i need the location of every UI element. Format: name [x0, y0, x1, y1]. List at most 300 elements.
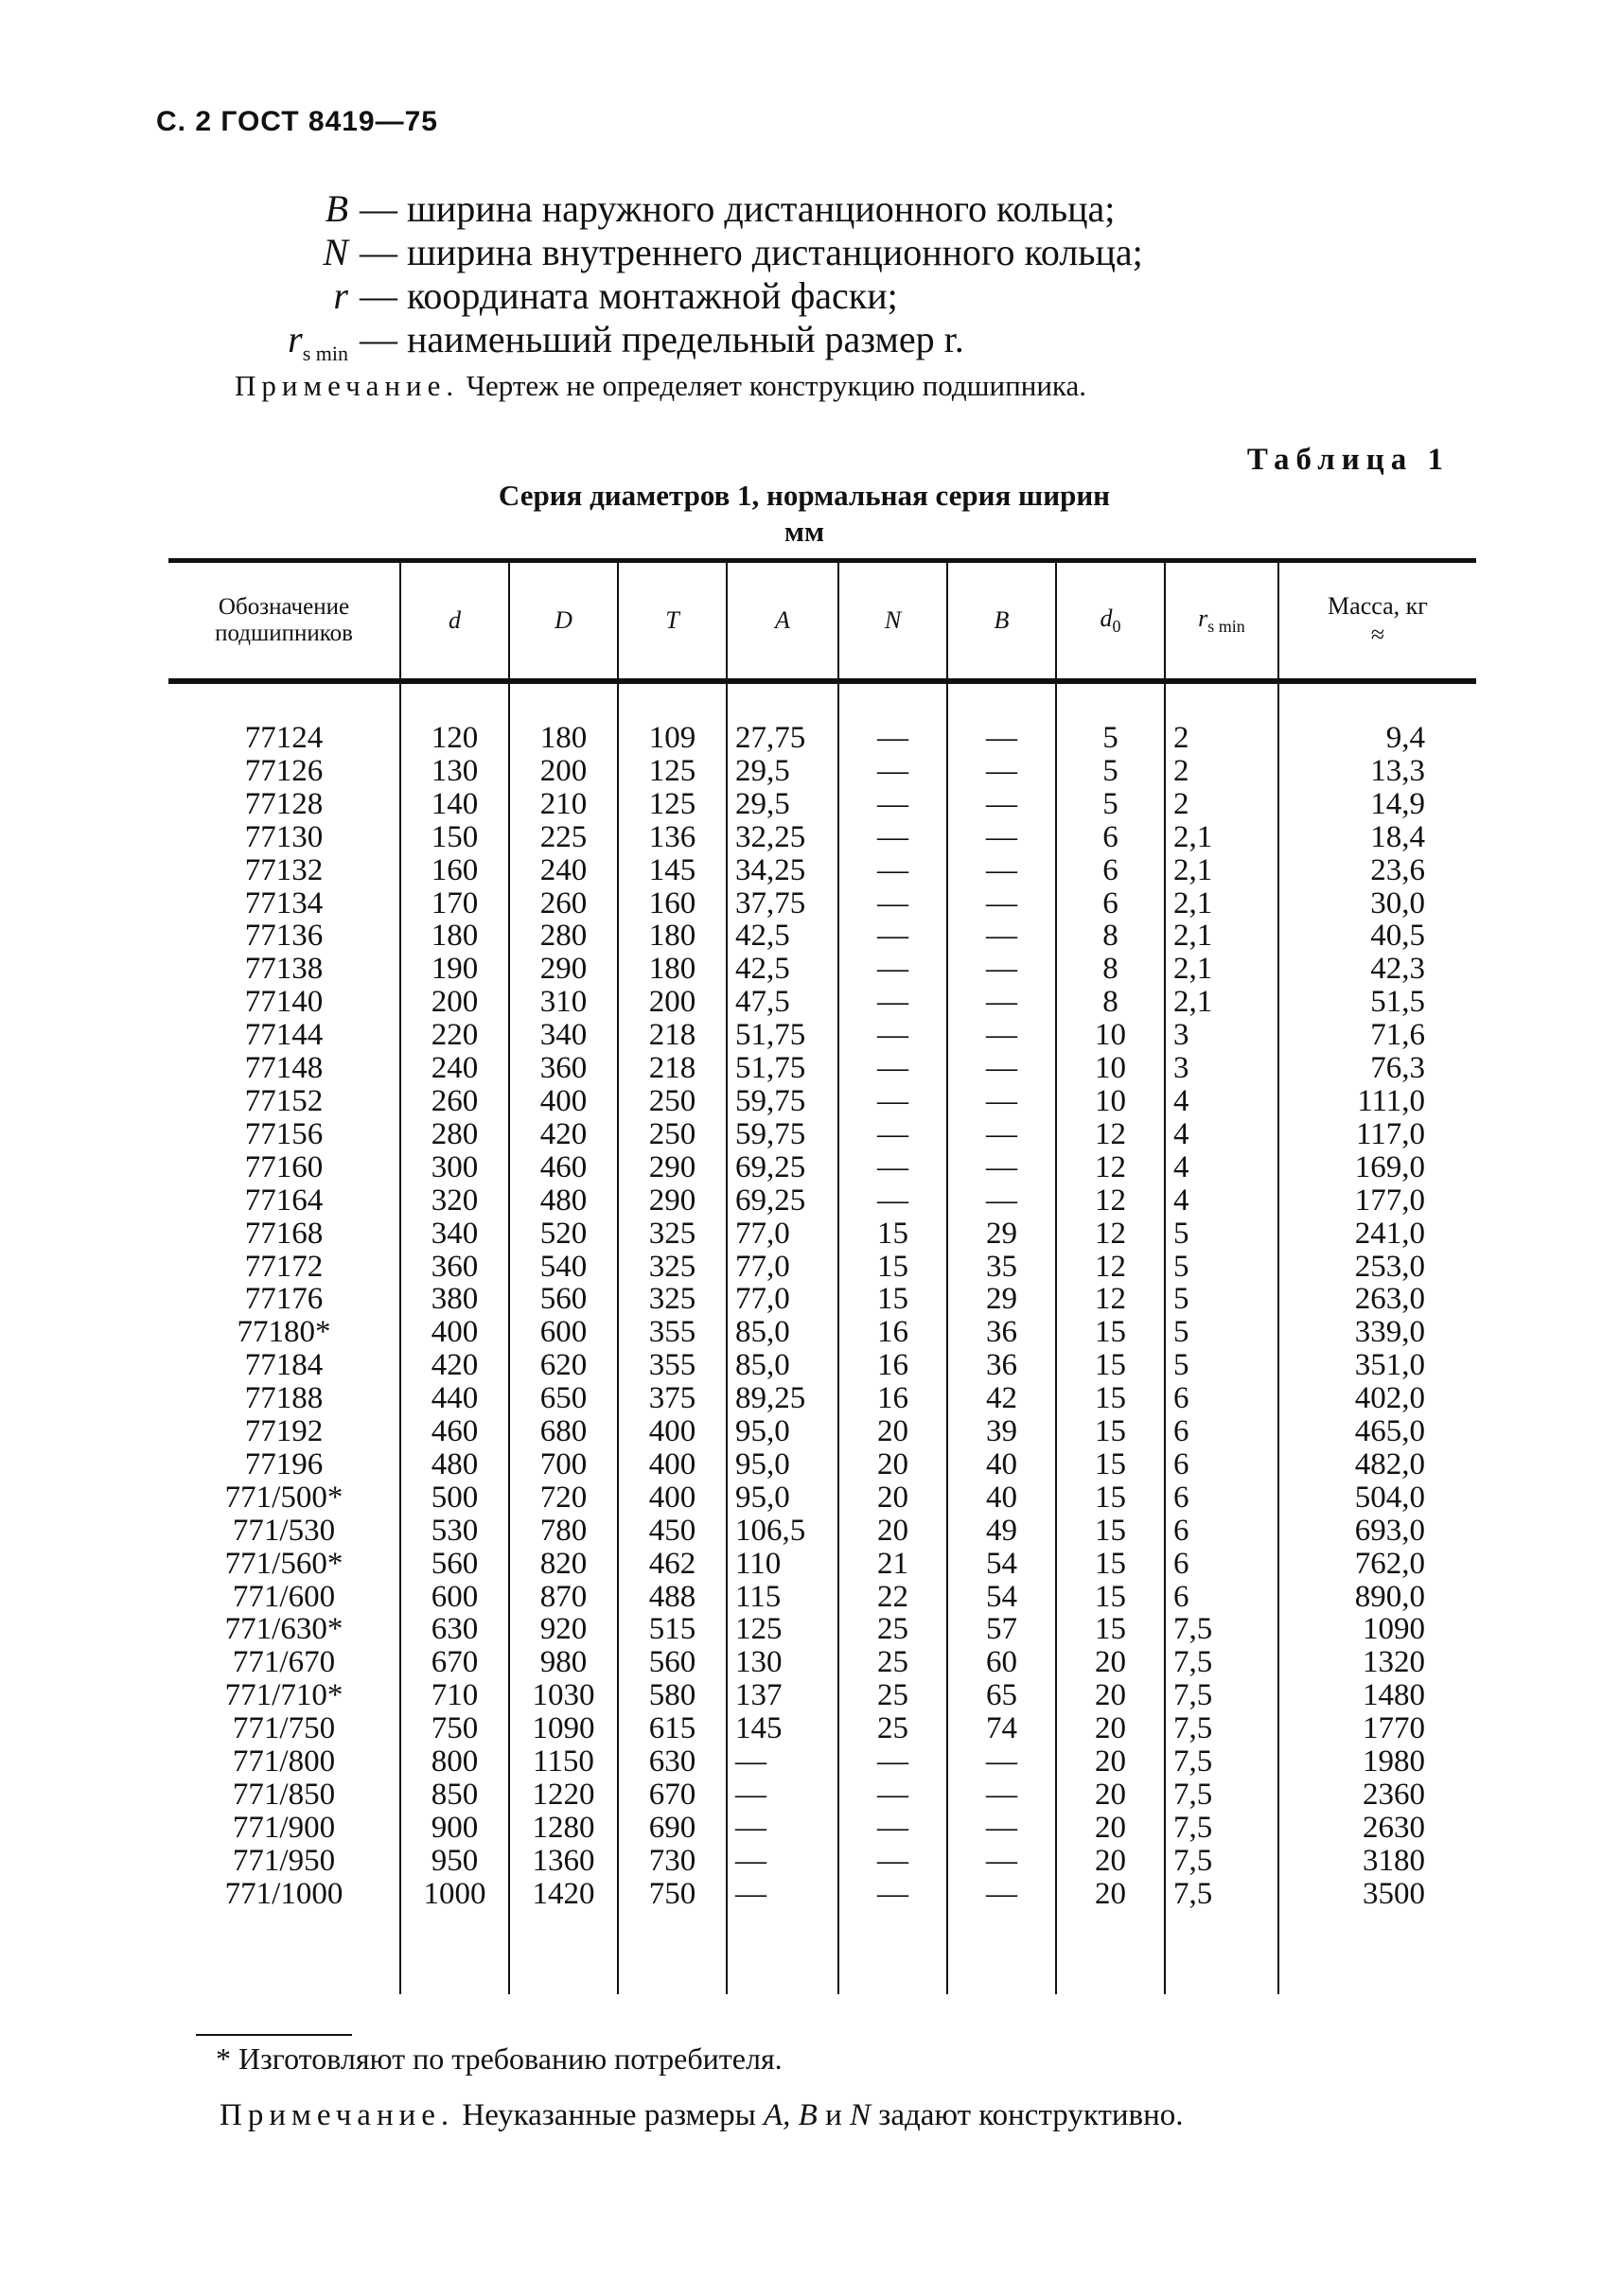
- table-cell: 77124: [244, 721, 324, 755]
- table-cell: 5: [1173, 1282, 1189, 1317]
- table-cell: 600: [431, 1579, 479, 1614]
- table-cell: 109: [648, 721, 696, 755]
- table-cell: 111,0: [1357, 1083, 1425, 1118]
- table-cell: —: [877, 819, 908, 854]
- table-cell: —: [735, 1876, 766, 1911]
- col-mass: [1278, 681, 1476, 1994]
- table-cell: 380: [431, 1282, 479, 1317]
- table-cell: 340: [539, 1018, 588, 1053]
- table-cell: 280: [431, 1116, 479, 1151]
- table-cell: 2,1: [1173, 952, 1213, 987]
- table-cell: 1220: [532, 1778, 595, 1812]
- col-T: [618, 681, 727, 1994]
- table-cell: 12: [1095, 1116, 1126, 1151]
- legend-text: — наименьший предельный размер r.: [360, 318, 964, 360]
- note-label: Примечание.: [220, 2098, 455, 2132]
- header-designation: Обозначение подшипников: [215, 594, 353, 646]
- table-cell: 710: [431, 1678, 479, 1713]
- table-cell: 750: [431, 1711, 479, 1746]
- table-cell: 615: [648, 1711, 696, 1746]
- header-N: N: [838, 561, 947, 682]
- legend-item-r: [142, 274, 1372, 318]
- table-cell: 125: [648, 753, 696, 788]
- legend-text: — координата монтажной фаски;: [360, 274, 898, 317]
- table-cell: 65: [986, 1678, 1017, 1713]
- table-cell: 15: [1095, 1513, 1126, 1548]
- table-cell: 290: [539, 952, 588, 987]
- table-cell: 160: [648, 885, 696, 920]
- table-cell: 325: [648, 1216, 696, 1251]
- table-cell: —: [986, 1183, 1017, 1218]
- table-cell: 4: [1173, 1149, 1189, 1184]
- table-cell: 580: [648, 1678, 696, 1713]
- table-cell: 77176: [244, 1282, 324, 1317]
- table-cell: 16: [877, 1348, 908, 1383]
- table-cell: 117,0: [1355, 1116, 1425, 1151]
- table-cell: 320: [431, 1183, 479, 1218]
- table-cell: 51,75: [735, 1018, 806, 1053]
- table-cell: —: [877, 1183, 908, 1218]
- header-A: A: [727, 561, 838, 682]
- header-mass: Масса, кг ≈: [1278, 561, 1476, 682]
- table-cell: 51,5: [1370, 985, 1425, 1020]
- table-cell: 20: [1095, 1876, 1126, 1911]
- table-cell: —: [877, 1083, 908, 1118]
- table-cell: 2: [1173, 753, 1189, 788]
- table-cell: —: [877, 885, 908, 920]
- table-cell: 77188: [244, 1381, 324, 1416]
- col-A: [727, 681, 838, 1994]
- table-cell: —: [877, 1843, 908, 1878]
- table-cell: —: [877, 1116, 908, 1151]
- table-cell: 10: [1095, 1051, 1126, 1086]
- table-cell: 218: [648, 1018, 696, 1053]
- table-cell: 351,0: [1354, 1348, 1425, 1383]
- table-cell: 260: [431, 1083, 479, 1118]
- table-cell: 1360: [532, 1843, 595, 1878]
- table-cell: 355: [648, 1348, 696, 1383]
- table-cell: 5: [1173, 1216, 1189, 1251]
- table-cell: —: [877, 753, 908, 788]
- col-B: [947, 681, 1056, 1994]
- table-cell: 16: [877, 1381, 908, 1416]
- table-cell: 290: [648, 1149, 696, 1184]
- header-rs-min: $r_{s min}$: [1165, 561, 1278, 682]
- table-cell: 10: [1095, 1018, 1126, 1053]
- table-cell: 400: [431, 1315, 479, 1350]
- table-cell: 40: [986, 1480, 1017, 1515]
- table-cell: 7,5: [1173, 1810, 1213, 1845]
- table-cell: 42,5: [735, 919, 790, 954]
- table-cell: 340: [431, 1216, 479, 1251]
- table-cell: —: [877, 1051, 908, 1086]
- table-cell: 400: [648, 1446, 696, 1481]
- table-cell: 15: [1095, 1446, 1126, 1481]
- table-cell: 210: [539, 786, 588, 821]
- table-cell: 15: [877, 1216, 908, 1251]
- table-cell: 450: [648, 1513, 696, 1548]
- table-cell: 515: [648, 1612, 696, 1647]
- table-cell: 20: [1095, 1678, 1126, 1713]
- table-cell: 160: [431, 852, 479, 887]
- table-cell: 6: [1102, 819, 1118, 854]
- table-cell: 180: [431, 919, 479, 954]
- table-cell: 360: [539, 1051, 588, 1086]
- table-cell: 34,25: [735, 852, 806, 887]
- table-cell: 890,0: [1354, 1579, 1425, 1614]
- table-cell: 22: [877, 1579, 908, 1614]
- table-cell: 1030: [532, 1678, 595, 1713]
- table-cell: 4: [1173, 1116, 1189, 1151]
- table-cell: 76,3: [1370, 1051, 1425, 1086]
- table-cell: 180: [539, 721, 588, 755]
- table-cell: —: [986, 1744, 1017, 1779]
- table-cell: 8: [1102, 985, 1118, 1020]
- footnote-rule: [196, 2034, 352, 2036]
- table-cell: 800: [431, 1744, 479, 1779]
- table-cell: 6: [1173, 1546, 1189, 1581]
- table-cell: 145: [735, 1711, 783, 1746]
- table-cell: 54: [986, 1546, 1017, 1581]
- table-cell: —: [986, 952, 1017, 987]
- table-cell: 77128: [244, 786, 324, 821]
- table-cell: 240: [431, 1051, 479, 1086]
- table-cell: 220: [431, 1018, 479, 1053]
- table-cell: 95,0: [735, 1446, 790, 1481]
- table-cell: 420: [539, 1116, 588, 1151]
- table-cell: 15: [1095, 1480, 1126, 1515]
- table-cell: 12: [1095, 1183, 1126, 1218]
- table-cell: 25: [877, 1612, 908, 1647]
- table-cell: 150: [431, 819, 479, 854]
- header-T: T: [618, 561, 727, 682]
- table-cell: 21: [877, 1546, 908, 1581]
- table-cell: 700: [539, 1446, 588, 1481]
- table-cell: 7,5: [1173, 1744, 1213, 1779]
- table-cell: 20: [1095, 1645, 1126, 1680]
- table-cell: 77160: [244, 1149, 324, 1184]
- table-cell: 25: [877, 1645, 908, 1680]
- table-cell: 1420: [532, 1876, 595, 1911]
- table-cell: 900: [431, 1810, 479, 1845]
- table-cell: 6: [1102, 885, 1118, 920]
- table-cell: 7,5: [1173, 1645, 1213, 1680]
- table-cell: —: [877, 919, 908, 954]
- table-cell: —: [986, 1876, 1017, 1911]
- table-cell: 13,3: [1370, 753, 1425, 788]
- table-cell: 1280: [532, 1810, 595, 1845]
- table-cell: 530: [431, 1513, 479, 1548]
- table-cell: 460: [539, 1149, 588, 1184]
- table-cell: 145: [648, 852, 696, 887]
- table-cell: 9,4: [1385, 721, 1425, 755]
- table-cell: 42,5: [735, 952, 790, 987]
- table-cell: 32,25: [735, 819, 806, 854]
- table-cell: 630: [431, 1612, 479, 1647]
- table-cell: 77184: [244, 1348, 324, 1383]
- col-D: [509, 681, 618, 1994]
- table-title: Серия диаметров 1, нормальная серия ширин: [498, 479, 1111, 512]
- table-cell: —: [986, 1810, 1017, 1845]
- table-cell: 771/600: [232, 1579, 336, 1614]
- table-cell: 250: [648, 1116, 696, 1151]
- table-cell: 69,25: [735, 1149, 806, 1184]
- table-cell: 30,0: [1370, 885, 1425, 920]
- table-cell: 25: [877, 1678, 908, 1713]
- table-cell: 77132: [244, 852, 324, 887]
- table-cell: 169,0: [1354, 1149, 1425, 1184]
- table-cell: 190: [431, 952, 479, 987]
- table-cell: 3: [1173, 1018, 1189, 1053]
- table-cell: 200: [539, 753, 588, 788]
- note-text-post: задают конструктивно.: [878, 2098, 1184, 2132]
- table-cell: 771/900: [232, 1810, 336, 1845]
- col-d0: [1056, 681, 1165, 1994]
- table-cell: 20: [877, 1513, 908, 1548]
- table-cell: 137: [735, 1678, 783, 1713]
- table-cell: 400: [648, 1480, 696, 1515]
- table-cell: 771/500*: [224, 1480, 343, 1515]
- table-label: Таблица 1: [1246, 443, 1450, 477]
- table-cell: 670: [648, 1778, 696, 1812]
- table-cell: 263,0: [1354, 1282, 1425, 1317]
- table-cell: 136: [648, 819, 696, 854]
- table-cell: 10: [1095, 1083, 1126, 1118]
- table-cell: 482,0: [1354, 1446, 1425, 1481]
- table-cell: 355: [648, 1315, 696, 1350]
- legend-item-n: [142, 231, 1372, 274]
- table-cell: 693,0: [1354, 1513, 1425, 1548]
- table-cell: 771/800: [232, 1744, 336, 1779]
- table-cell: 771/950: [232, 1843, 336, 1878]
- table-cell: —: [986, 1843, 1017, 1878]
- table-cell: 4: [1173, 1083, 1189, 1118]
- note-label: Примечание.: [235, 369, 460, 402]
- table-cell: 59,75: [735, 1116, 806, 1151]
- table-cell: 42,3: [1370, 952, 1425, 987]
- table-cell: 7,5: [1173, 1778, 1213, 1812]
- table-cell: 7,5: [1173, 1612, 1213, 1647]
- table-cell: 35: [986, 1249, 1017, 1284]
- table-cell: 771/630*: [224, 1612, 343, 1647]
- table-cell: 280: [539, 919, 588, 954]
- table-cell: 950: [431, 1843, 479, 1878]
- table-cell: 670: [431, 1645, 479, 1680]
- table-cell: 89,25: [735, 1381, 806, 1416]
- table-cell: 200: [431, 985, 479, 1020]
- table-cell: 260: [539, 885, 588, 920]
- table-cell: 520: [539, 1216, 588, 1251]
- table-cell: 77126: [244, 753, 324, 788]
- table-cell: 3: [1173, 1051, 1189, 1086]
- table-cell: —: [735, 1778, 766, 1812]
- table-cell: —: [735, 1843, 766, 1878]
- table-cell: 6: [1102, 852, 1118, 887]
- table-cell: 57: [986, 1612, 1017, 1647]
- table-cell: 8: [1102, 919, 1118, 954]
- table-cell: 360: [431, 1249, 479, 1284]
- table-cell: 16: [877, 1315, 908, 1350]
- table-cell: 600: [539, 1315, 588, 1350]
- table-cell: 325: [648, 1249, 696, 1284]
- page-header: С. 2 ГОСТ 8419—75: [156, 106, 438, 137]
- table-cell: 480: [431, 1446, 479, 1481]
- table-cell: 375: [648, 1381, 696, 1416]
- table-cell: 54: [986, 1579, 1017, 1614]
- table-cell: 170: [431, 885, 479, 920]
- note-text-pre: Неуказанные размеры: [462, 2098, 756, 2132]
- table-cell: 140: [431, 786, 479, 821]
- table-cell: 15: [1095, 1381, 1126, 1416]
- note-and: и: [825, 2098, 842, 2132]
- table-cell: 200: [648, 985, 696, 1020]
- table-cell: 125: [648, 786, 696, 821]
- table-cell: 300: [431, 1149, 479, 1184]
- table-cell: 240: [539, 852, 588, 887]
- table-cell: 20: [877, 1480, 908, 1515]
- table-cell: —: [877, 985, 908, 1020]
- table-cell: 180: [648, 952, 696, 987]
- table-cell: 77134: [244, 885, 324, 920]
- table-cell: —: [986, 786, 1017, 821]
- table-cell: 8: [1102, 952, 1118, 987]
- table-cell: 6: [1173, 1414, 1189, 1449]
- table-cell: 77,0: [735, 1216, 790, 1251]
- header-d: d: [400, 561, 509, 682]
- col-d: [400, 681, 509, 1994]
- table-cell: —: [986, 919, 1017, 954]
- note-symbol-b: B: [798, 2098, 818, 2132]
- table-cell: 15: [1095, 1414, 1126, 1449]
- table-cell: 74: [986, 1711, 1017, 1746]
- table-cell: 77156: [244, 1116, 324, 1151]
- table-cell: —: [877, 1018, 908, 1053]
- table-cell: 2360: [1363, 1778, 1425, 1812]
- table-cell: 6: [1173, 1446, 1189, 1481]
- table-cell: —: [877, 952, 908, 987]
- table-cell: 850: [431, 1778, 479, 1812]
- table-cell: 130: [735, 1645, 783, 1680]
- table-cell: 15: [1095, 1315, 1126, 1350]
- table-cell: 750: [648, 1876, 696, 1911]
- col-N: [838, 681, 947, 1994]
- table-cell: 465,0: [1354, 1414, 1425, 1449]
- table-cell: 115: [735, 1579, 782, 1614]
- table-cell: 771/710*: [224, 1678, 343, 1713]
- table-cell: 15: [877, 1249, 908, 1284]
- table-cell: 7,5: [1173, 1843, 1213, 1878]
- table-cell: —: [877, 1876, 908, 1911]
- table-cell: 27,75: [735, 721, 806, 755]
- table-cell: —: [986, 985, 1017, 1020]
- table-cell: 480: [539, 1183, 588, 1218]
- table-cell: 1090: [532, 1711, 595, 1746]
- table-cell: 250: [648, 1083, 696, 1118]
- table-cell: 400: [539, 1083, 588, 1118]
- table-cell: 20: [1095, 1711, 1126, 1746]
- table-cell: 560: [431, 1546, 479, 1581]
- table-cell: 2: [1173, 721, 1189, 755]
- table-cell: —: [986, 852, 1017, 887]
- table-cell: 325: [648, 1282, 696, 1317]
- table-cell: 77192: [244, 1414, 324, 1449]
- table-cell: 37,75: [735, 885, 806, 920]
- table-cell: 29: [986, 1216, 1017, 1251]
- table-cell: 560: [539, 1282, 588, 1317]
- legend-text: — ширина наружного дистанционного кольца;: [360, 187, 1116, 230]
- table-cell: 6: [1173, 1579, 1189, 1614]
- table-cell: 51,75: [735, 1051, 806, 1086]
- table-cell: 29: [986, 1282, 1017, 1317]
- table-cell: 14,9: [1370, 786, 1425, 821]
- table-cell: 20: [1095, 1778, 1126, 1812]
- table-cell: —: [986, 1116, 1017, 1151]
- table-cell: 77,0: [735, 1282, 790, 1317]
- table-cell: 25: [877, 1711, 908, 1746]
- table-cell: 1770: [1363, 1711, 1425, 1746]
- symbol-legend: [142, 187, 1372, 376]
- table-cell: 2,1: [1173, 985, 1213, 1020]
- table-cell: 7,5: [1173, 1876, 1213, 1911]
- table-cell: 5: [1173, 1315, 1189, 1350]
- table-cell: 106,5: [735, 1513, 806, 1548]
- table-cell: 77172: [244, 1249, 324, 1284]
- table-cell: 39: [986, 1414, 1017, 1449]
- table-cell: 400: [648, 1414, 696, 1449]
- table-cell: 5: [1173, 1249, 1189, 1284]
- table-cell: 762,0: [1354, 1546, 1425, 1581]
- table-cell: 77180*: [237, 1315, 331, 1350]
- table-cell: —: [877, 1744, 908, 1779]
- table-cell: 15: [1095, 1546, 1126, 1581]
- footnote: * Изготовляют по требованию потребителя.: [216, 2042, 783, 2076]
- table-cell: —: [877, 1778, 908, 1812]
- table-cell: 110: [735, 1546, 782, 1581]
- table-cell: 77138: [244, 952, 324, 987]
- table-cell: 6: [1173, 1381, 1189, 1416]
- legend-symbol: N: [323, 231, 348, 273]
- table-cell: 12: [1095, 1149, 1126, 1184]
- note-symbol-a: A,: [764, 2098, 791, 2132]
- table-cell: 7,5: [1173, 1711, 1213, 1746]
- table-body: [168, 681, 1476, 1994]
- table-cell: 630: [648, 1744, 696, 1779]
- table-cell: 771/750: [232, 1711, 336, 1746]
- table-cell: 18,4: [1370, 819, 1425, 854]
- table-cell: 5: [1173, 1348, 1189, 1383]
- table-cell: 47,5: [735, 985, 790, 1020]
- table-cell: 29,5: [735, 753, 790, 788]
- table-cell: 2,1: [1173, 819, 1213, 854]
- table-cell: 820: [539, 1546, 588, 1581]
- legend-symbol: B: [325, 187, 348, 230]
- note-symbol-n: N: [850, 2098, 872, 2132]
- table-cell: 241,0: [1354, 1216, 1425, 1251]
- table-cell: —: [986, 885, 1017, 920]
- table-cell: 462: [648, 1546, 696, 1581]
- table-cell: 1000: [423, 1876, 486, 1911]
- table-cell: —: [877, 852, 908, 887]
- table-cell: 2630: [1363, 1810, 1425, 1845]
- table-cell: 5: [1102, 753, 1118, 788]
- table-cell: 980: [539, 1645, 588, 1680]
- table-cell: 440: [431, 1381, 479, 1416]
- table-cell: 4: [1173, 1183, 1189, 1218]
- legend-symbol: r: [333, 274, 348, 317]
- table-cell: 3500: [1363, 1876, 1425, 1911]
- table-cell: 460: [431, 1414, 479, 1449]
- header-B: B: [947, 561, 1056, 682]
